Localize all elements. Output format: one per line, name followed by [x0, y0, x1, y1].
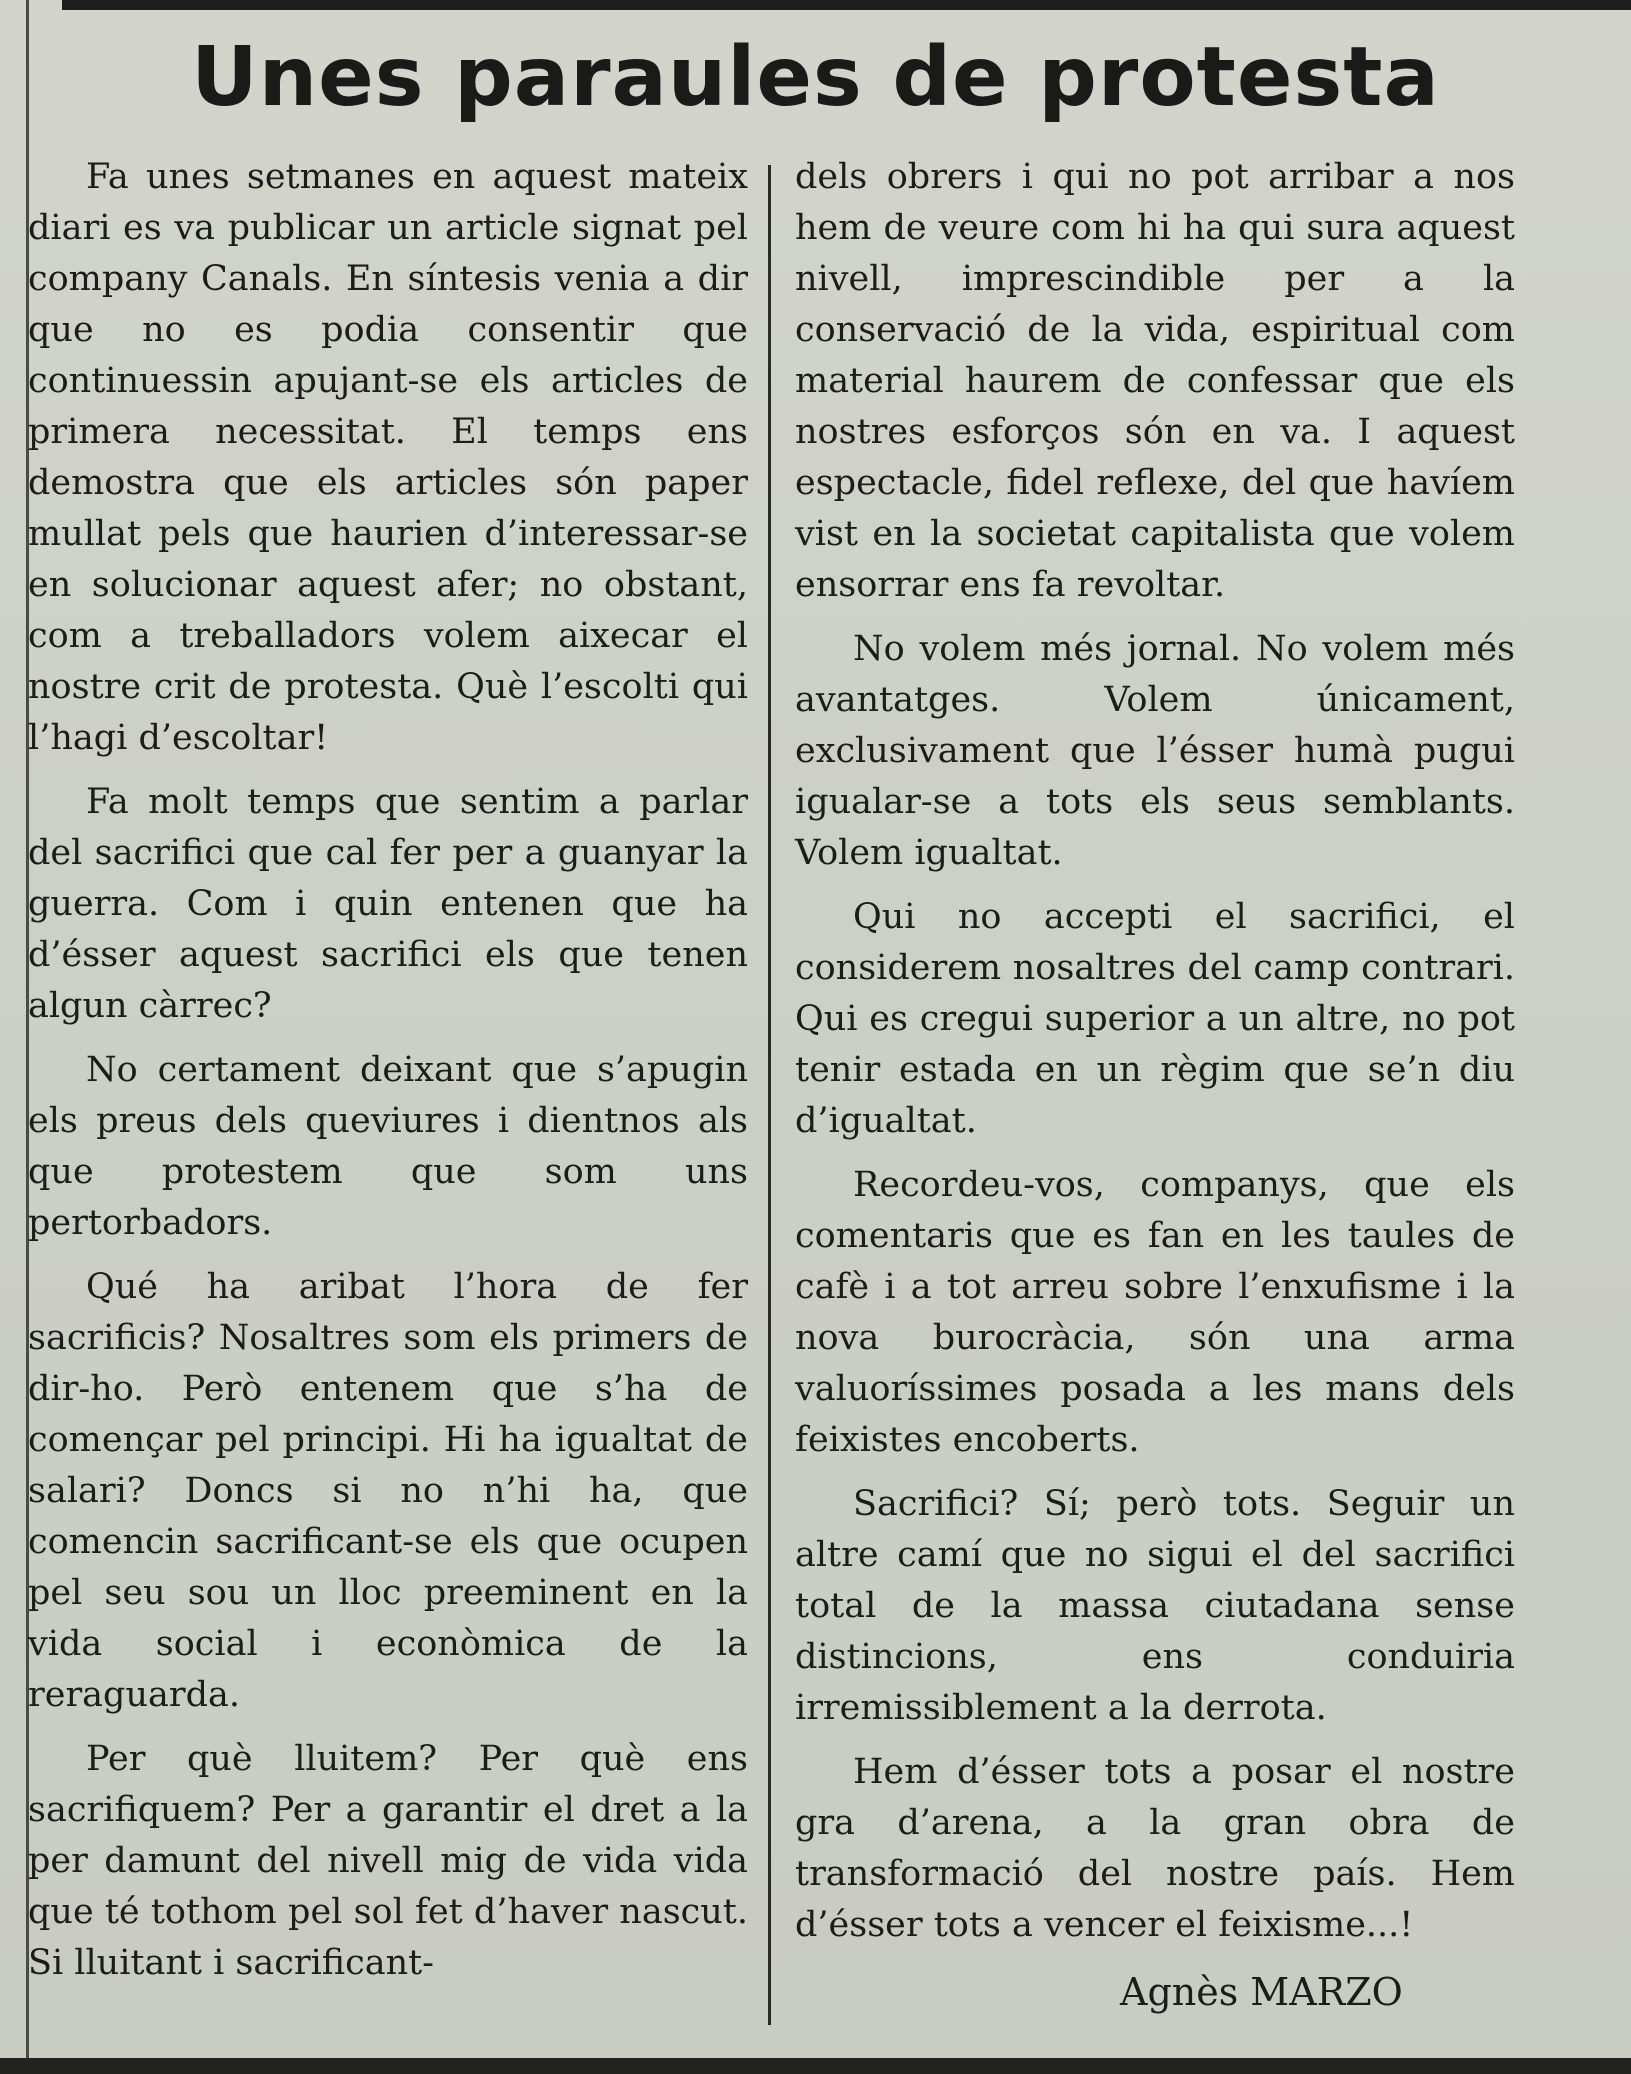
right-column	[795, 152, 1515, 1964]
paragraph: Fa unes setmanes en aquest mateix diari es va publicar un article signat pel company Canals. En síntesis venia a dir que no es podia consentir que continuessin apujant-se els articles de primera necessitat. El temps ens demostra que els articles són paper mullat pels que haurien d’interessar-se en solucionar aquest afer; no obstant, com a treballadors volem aixecar el nostre crit de protesta. Què l’escolti qui l’hagi d’escoltar!	[28, 157, 748, 758]
top-rule	[62, 0, 1631, 10]
paragraph: Per què lluitem? Per què ens sacrifiquem? Per a garantir el dret a la per damunt del nivell mig de vida vida que té tothom pel sol fet d’haver nascut. Si lluitant i sacrificant-	[28, 1739, 748, 1983]
column-divider	[768, 165, 771, 2025]
author-signature: Agnès MARZO	[1120, 1970, 1403, 2014]
paragraph: No certament deixant que s’apugin els preus dels queviures i dientnos als que protestem que som uns pertorbadors.	[28, 1050, 748, 1243]
left-column	[28, 152, 748, 2002]
paragraph: Fa molt temps que sentim a parlar del sacrifici que cal fer per a guanyar la guerra. Com i quin entenen que ha d’ésser aquest sacrifici els que tenen algun càrrec?	[28, 782, 748, 1026]
paragraph: Hem d’ésser tots a posar el nostre gra d’arena, a la gran obra de transformació del nostre país. Hem d’ésser tots a vencer el feixisme...!	[795, 1752, 1515, 1945]
paragraph: No volem més jornal. No volem més avantatges. Volem únicament, exclusivament que l’ésser humà pugui igualar-se a tots els seus semblants. Volem igualtat.	[795, 629, 1515, 873]
paragraph: Qué ha aribat l’hora de fer sacrificis? Nosaltres som els primers de dir-ho. Però entenem que s’ha de començar pel principi. Hi ha igualtat de salari? Doncs si no n’hi ha, que comencin sacrificant-se els que ocupen pel seu sou un lloc preeminent en la vida social i econòmica de la reraguarda.	[28, 1267, 748, 1715]
article-title: Unes paraules de protesta	[191, 30, 1440, 125]
paragraph: Sacrifici? Sí; però tots. Seguir un altre camí que no sigui el del sacrifici total de la massa ciutadana sense distincions, ens conduiria irremissiblement a la derrota.	[795, 1484, 1515, 1728]
bottom-rule	[0, 2058, 1631, 2074]
paragraph: Recordeu-vos, companys, que els comentaris que es fan en les taules de cafè i a tot arreu sobre l’enxufisme i la nova burocràcia, són una arma valuoríssimes posada a les mans dels feixistes encoberts.	[795, 1165, 1515, 1460]
paragraph: dels obrers i qui no pot arribar a nos hem de veure com hi ha qui sura aquest nivell, imprescindible per a la conservació de la vida, espiritual com material haurem de confessar que els nostres esforços són en va. I aquest espectacle, fidel reflexe, del que havíem vist en la societat capitalista que volem ensorrar ens fa revoltar.	[795, 157, 1515, 605]
paragraph: Qui no accepti el sacrifici, el considerem nosaltres del camp contrari. Qui es cregui superior a un altre, no pot tenir estada en un règim que se’n diu d’igualtat.	[795, 897, 1515, 1141]
